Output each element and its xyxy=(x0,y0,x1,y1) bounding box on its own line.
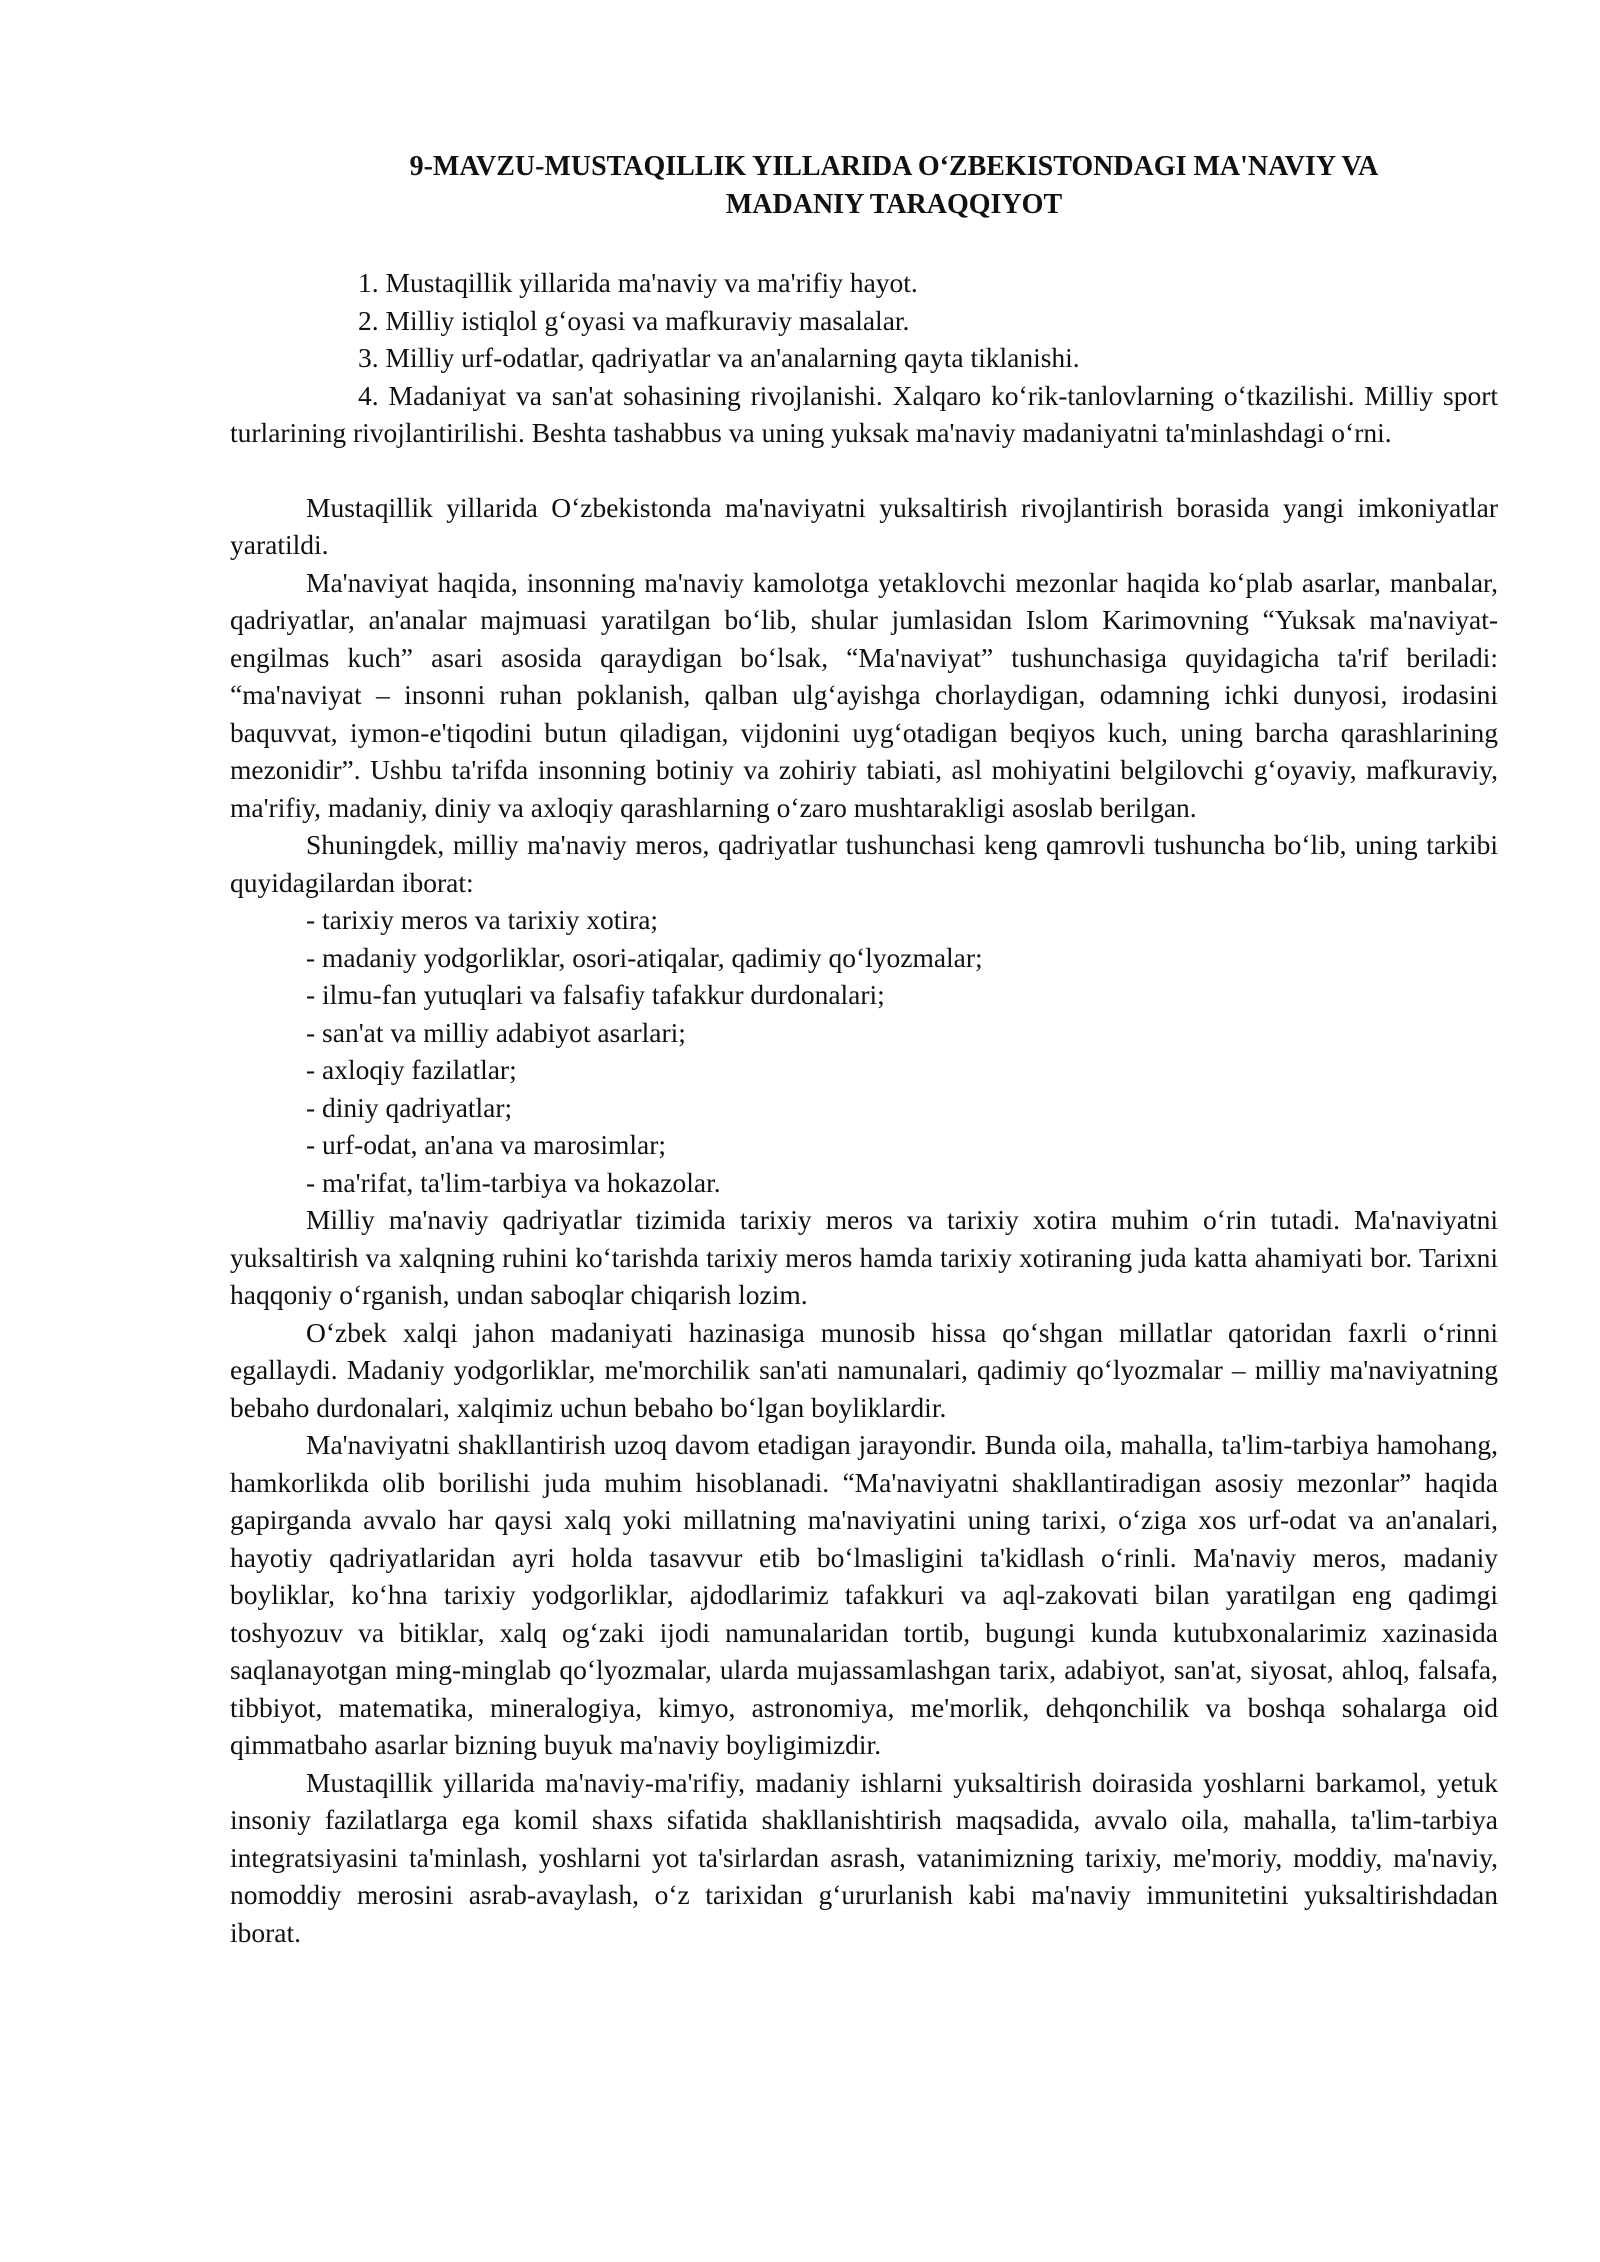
body-paragraph: O‘zbek xalqi jahon madaniyati hazinasiga munosib hissa qo‘shgan millatlar qatoridan faxrli o‘rinni egallaydi. Madaniy yodgorliklar, me'morchilik san'ati namunalari, qadimiy qo‘lyozmalar – milliy ma'naviyatning bebaho durdonalari, xalqimiz uchun bebaho bo‘lgan boyliklardir. xyxy=(230,1316,1498,1423)
list-item: - ilmu-fan yutuqlari va falsafiy tafakkur durdonalari; xyxy=(306,979,885,1010)
list-item: - madaniy yodgorliklar, osori-atiqalar, qadimiy qo‘lyozmalar; xyxy=(306,941,983,973)
list-item: - axloqiy fazilatlar; xyxy=(306,1054,517,1085)
plan-item: 4. Madaniyat va san'at sohasining rivojlanishi. Xalqaro ko‘rik-tanlovlarning o‘tkazilishi. Milliy sport turlarining rivojlantirilishi. Beshta tashabbus va uning yuksak ma'naviy madaniyatni ta'minlashdagi o‘rni. xyxy=(230,379,1498,448)
body-paragraph: Shuningdek, milliy ma'naviy meros, qadriyatlar tushunchasi keng qamrovli tushuncha bo‘lib, uning tarkibi quyidagilardan iborat: xyxy=(230,829,1498,898)
list-item: - ma'rifat, ta'lim-tarbiya va hokazolar. xyxy=(306,1166,721,1198)
title-line-2: MADANIY TARAQQIYOT xyxy=(725,189,1063,220)
list-item: - san'at va milliy adabiyot asarlari; xyxy=(306,1016,686,1048)
document-title xyxy=(230,148,1498,224)
body-paragraph: Mustaqillik yillarida ma'naviy-ma'rifiy, madaniy ishlarni yuksaltirish doirasida yoshlarni barkamol, yetuk insoniy fazilatlarga ega komil shaxs sifatida shakllanishtirish maqsadida, avvalo oila, mahalla, ta'lim-tarbiya integratsiyasini ta'minlash, yoshlarni yot ta'sirlardan asrash, vatanimizning tarixiy, me'moriy, moddiy, ma'naviy, nomoddiy merosini asrab-avaylash, o‘z tarixidan g‘ururlanish kabi ma'naviy immunitetini yuksaltirishdadan iborat. xyxy=(230,1766,1498,1948)
list-item: - tarixiy meros va tarixiy xotira; xyxy=(306,904,659,935)
list-item: - diniy qadriyatlar; xyxy=(306,1091,513,1123)
body-paragraph: Milliy ma'naviy qadriyatlar tizimida tarixiy meros va tarixiy xotira muhim o‘rin tutadi. Ma'naviyatni yuksaltirish va xalqning ruhini ko‘tarishda tarixiy meros hamda tarixiy xotiraning juda katta ahamiyati bor. Tarixni haqqoniy o‘rganish, undan saboqlar chiqarish lozim. xyxy=(230,1204,1498,1310)
body-paragraph: Ma'naviyat haqida, insonning ma'naviy kamolotga yetaklovchi mezonlar haqida ko‘plab asarlar, manbalar, qadriyatlar, an'analar majmuasi yaratilgan bo‘lib, shular jumlasidan Islom Karimovning “Yuksak ma'naviyat-engilmas kuch” asari asosida qaraydigan bo‘lsak, “Ma'naviyat” tushunchasiga quyidagicha ta'rif beriladi: “ma'naviyat – insonni ruhan poklanish, qalban ulg‘ayishga chorlaydigan, odamning ichki dunyosi, irodasini baquvvat, iymon-e'tiqodini butun qiladigan, vijdonini uyg‘otadigan beqiyos kuch, uning barcha qarashlarining mezonidir”. Ushbu ta'rifda insonning botiniy va zohiriy tabiati, asl mohiyatini belgilovchi g‘oyaviy, mafkuraviy, ma'rifiy, madaniy, diniy va axloqiy qarashlarning o‘zaro mushtarakligi asoslab berilgan. xyxy=(230,566,1498,823)
plan-item: 1. Mustaqillik yillarida ma'naviy va ma'rifiy hayot. xyxy=(358,267,918,298)
plan-item: 3. Milliy urf-odatlar, qadriyatlar va an'analarning qayta tiklanishi. xyxy=(358,342,1080,373)
list-item: - urf-odat, an'ana va marosimlar; xyxy=(306,1129,667,1160)
plan-item: 2. Milliy istiqlol g‘oyasi va mafkuraviy masalalar. xyxy=(358,304,910,336)
title-line-1: 9-MAVZU-MUSTAQILLIK YILLARIDA O‘ZBEKISTONDAGI MA'NAVIY VA xyxy=(409,151,1379,182)
document-page xyxy=(230,148,1498,1951)
body-paragraph: Mustaqillik yillarida O‘zbekistonda ma'naviyatni yuksaltirish rivojlantirish borasida yangi imkoniyatlar yaratildi. xyxy=(230,491,1498,560)
body-paragraph: Ma'naviyatni shakllantirish uzoq davom etadigan jarayondir. Bunda oila, mahalla, ta'lim-tarbiya hamohang, hamkorlikda olib borilishi juda muhim hisoblanadi. “Ma'naviyatni shakllantiradigan asosiy mezonlar” haqida gapirganda avvalo har qaysi xalq yoki millatning ma'naviyatini uning tarixi, o‘ziga xos urf-odat va an'analari, hayotiy qadriyatlaridan ayri holda tasavvur etib bo‘lmasligini ta'kidlash o‘rinli. Ma'naviy meros, madaniy boyliklar, ko‘hna tarixiy yodgorliklar, ajdodlarimiz tafakkuri va aql-zakovati bilan yaratilgan eng qadimgi toshyozuv va bitiklar, xalq og‘zaki ijodi namunalaridan tortib, bugungi kunda kutubxonalarimiz xazinasida saqlanayotgan ming-minglab qo‘lyozmalar, ularda mujassamlashgan tarix, adabiyot, san'at, siyosat, ahloq, falsafa, tibbiyot, matematika, mineralogiya, kimyo, astronomiya, me'morlik, dehqonchilik va boshqa sohalarga oid qimmatbaho asarlar bizning buyuk ma'naviy boyligimizdir. xyxy=(230,1429,1498,1760)
topic-plan-list xyxy=(230,264,1498,452)
heritage-list xyxy=(230,901,1498,1201)
